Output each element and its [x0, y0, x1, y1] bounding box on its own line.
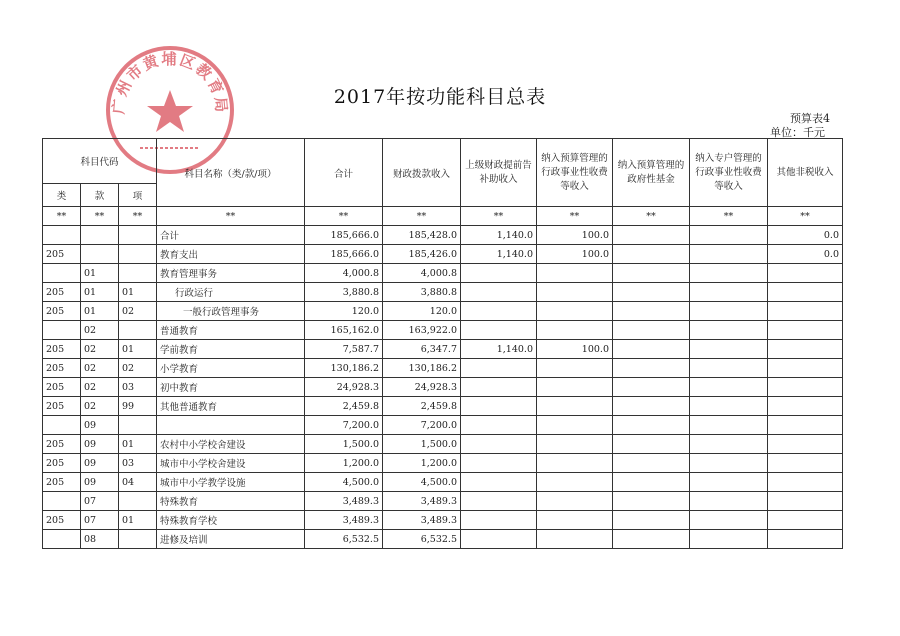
cell-budget-admin: 100.0 [537, 245, 613, 264]
cell-fiscal: 6,532.5 [383, 530, 461, 549]
cell-name: 特殊教育学校 [157, 511, 305, 530]
unit-label: 单位：千元 [770, 126, 825, 139]
cell-superior [461, 454, 537, 473]
cell-special-admin [690, 378, 768, 397]
header-special-admin: 纳入专户管理的行政事业性收费等收入 [690, 139, 768, 207]
cell-kuan [81, 245, 119, 264]
cell-special-admin [690, 511, 768, 530]
cell-special-admin [690, 359, 768, 378]
cell-total: 6,532.5 [305, 530, 383, 549]
cell-superior [461, 530, 537, 549]
cell-other [768, 473, 843, 492]
cell-fiscal: 6,347.7 [383, 340, 461, 359]
table-row [43, 416, 843, 435]
cell-xiang: 99 [119, 397, 157, 416]
marker-cell: ** [613, 207, 690, 226]
cell-budget-admin [537, 321, 613, 340]
cell-fiscal: 7,200.0 [383, 416, 461, 435]
cell-total: 4,000.8 [305, 264, 383, 283]
table-row [43, 359, 843, 378]
cell-lei [43, 264, 81, 283]
cell-kuan: 02 [81, 397, 119, 416]
cell-superior [461, 492, 537, 511]
cell-kuan: 09 [81, 435, 119, 454]
cell-special-admin [690, 340, 768, 359]
cell-name: 教育管理事务 [157, 264, 305, 283]
cell-name: 特殊教育 [157, 492, 305, 511]
cell-special-admin [690, 473, 768, 492]
cell-special-admin [690, 397, 768, 416]
cell-kuan [81, 226, 119, 245]
table-row [43, 454, 843, 473]
cell-lei: 205 [43, 473, 81, 492]
cell-name: 农村中小学校舍建设 [157, 435, 305, 454]
cell-total: 7,200.0 [305, 416, 383, 435]
cell-kuan: 08 [81, 530, 119, 549]
cell-xiang: 02 [119, 359, 157, 378]
cell-fiscal: 24,928.3 [383, 378, 461, 397]
cell-total: 7,587.7 [305, 340, 383, 359]
cell-xiang: 01 [119, 435, 157, 454]
marker-cell: ** [461, 207, 537, 226]
cell-total: 1,200.0 [305, 454, 383, 473]
cell-gov-fund [613, 473, 690, 492]
cell-superior [461, 378, 537, 397]
header-code-lei: 类 [43, 184, 81, 207]
cell-fiscal: 163,922.0 [383, 321, 461, 340]
cell-budget-admin: 100.0 [537, 226, 613, 245]
table-row [43, 321, 843, 340]
table-row [43, 492, 843, 511]
cell-superior [461, 359, 537, 378]
cell-other [768, 321, 843, 340]
cell-kuan: 09 [81, 454, 119, 473]
cell-other [768, 492, 843, 511]
cell-gov-fund [613, 454, 690, 473]
cell-lei: 205 [43, 454, 81, 473]
marker-cell: ** [690, 207, 768, 226]
cell-gov-fund [613, 435, 690, 454]
cell-xiang: 01 [119, 283, 157, 302]
header-row-top [43, 139, 843, 184]
cell-kuan: 02 [81, 321, 119, 340]
cell-gov-fund [613, 359, 690, 378]
cell-fiscal: 185,428.0 [383, 226, 461, 245]
cell-other [768, 397, 843, 416]
cell-xiang [119, 492, 157, 511]
cell-superior [461, 416, 537, 435]
cell-special-admin [690, 530, 768, 549]
cell-name: 普通教育 [157, 321, 305, 340]
cell-superior [461, 264, 537, 283]
cell-name: 初中教育 [157, 378, 305, 397]
cell-superior: 1,140.0 [461, 245, 537, 264]
cell-lei: 205 [43, 302, 81, 321]
cell-xiang [119, 264, 157, 283]
cell-lei [43, 492, 81, 511]
marker-cell: ** [119, 207, 157, 226]
cell-fiscal: 4,000.8 [383, 264, 461, 283]
cell-kuan: 01 [81, 302, 119, 321]
cell-kuan: 07 [81, 511, 119, 530]
cell-superior [461, 283, 537, 302]
cell-superior [461, 302, 537, 321]
cell-lei: 205 [43, 378, 81, 397]
cell-special-admin [690, 435, 768, 454]
table-row [43, 226, 843, 245]
cell-kuan: 02 [81, 359, 119, 378]
cell-lei: 205 [43, 435, 81, 454]
marker-cell: ** [81, 207, 119, 226]
cell-other: 0.0 [768, 245, 843, 264]
cell-name: 其他普通教育 [157, 397, 305, 416]
cell-superior [461, 397, 537, 416]
cell-total: 3,880.8 [305, 283, 383, 302]
marker-cell: ** [383, 207, 461, 226]
header-code-kuan: 款 [81, 184, 119, 207]
cell-total: 185,666.0 [305, 226, 383, 245]
cell-other [768, 283, 843, 302]
page-title: 2017年按功能科目总表 [333, 86, 547, 108]
cell-gov-fund [613, 511, 690, 530]
header-name: 科目名称（类/款/项） [157, 139, 305, 207]
cell-gov-fund [613, 416, 690, 435]
cell-special-admin [690, 454, 768, 473]
cell-gov-fund [613, 492, 690, 511]
cell-name: 进修及培训 [157, 530, 305, 549]
cell-special-admin [690, 245, 768, 264]
cell-superior [461, 473, 537, 492]
cell-total: 3,489.3 [305, 492, 383, 511]
marker-cell: ** [768, 207, 843, 226]
cell-special-admin [690, 302, 768, 321]
cell-gov-fund [613, 226, 690, 245]
table-row [43, 245, 843, 264]
cell-gov-fund [613, 378, 690, 397]
cell-name: 行政运行 [157, 283, 305, 302]
cell-kuan: 09 [81, 416, 119, 435]
cell-fiscal: 3,489.3 [383, 511, 461, 530]
cell-fiscal: 2,459.8 [383, 397, 461, 416]
cell-other [768, 340, 843, 359]
cell-special-admin [690, 492, 768, 511]
cell-total: 1,500.0 [305, 435, 383, 454]
marker-cell: ** [157, 207, 305, 226]
cell-name: 城市中小学校舍建设 [157, 454, 305, 473]
cell-name: 小学教育 [157, 359, 305, 378]
cell-budget-admin [537, 416, 613, 435]
cell-fiscal: 120.0 [383, 302, 461, 321]
cell-budget-admin [537, 473, 613, 492]
marker-row [43, 207, 843, 226]
cell-fiscal: 130,186.2 [383, 359, 461, 378]
budget-table-body [43, 139, 843, 549]
cell-budget-admin [537, 359, 613, 378]
marker-cell: ** [305, 207, 383, 226]
seal-star-icon [147, 90, 193, 132]
cell-superior [461, 435, 537, 454]
cell-lei [43, 416, 81, 435]
cell-xiang [119, 530, 157, 549]
cell-total: 120.0 [305, 302, 383, 321]
cell-name: 教育支出 [157, 245, 305, 264]
cell-name [157, 416, 305, 435]
cell-lei: 205 [43, 245, 81, 264]
cell-other [768, 435, 843, 454]
cell-lei: 205 [43, 340, 81, 359]
table-row [43, 511, 843, 530]
cell-budget-admin [537, 302, 613, 321]
cell-gov-fund [613, 245, 690, 264]
cell-name: 一般行政管理事务 [157, 302, 305, 321]
cell-lei [43, 530, 81, 549]
cell-fiscal: 3,880.8 [383, 283, 461, 302]
cell-budget-admin: 100.0 [537, 340, 613, 359]
header-budget-admin: 纳入预算管理的行政事业性收费等收入 [537, 139, 613, 207]
cell-budget-admin [537, 397, 613, 416]
cell-lei: 205 [43, 397, 81, 416]
cell-gov-fund [613, 283, 690, 302]
cell-lei: 205 [43, 511, 81, 530]
cell-kuan: 02 [81, 378, 119, 397]
cell-budget-admin [537, 454, 613, 473]
cell-budget-admin [537, 378, 613, 397]
table-row [43, 397, 843, 416]
cell-lei: 205 [43, 359, 81, 378]
form-number: 预算表4 [790, 112, 830, 125]
cell-xiang: 01 [119, 511, 157, 530]
table-row [43, 302, 843, 321]
cell-special-admin [690, 264, 768, 283]
cell-kuan: 09 [81, 473, 119, 492]
cell-xiang: 04 [119, 473, 157, 492]
budget-table [42, 138, 843, 549]
cell-special-admin [690, 416, 768, 435]
cell-gov-fund [613, 321, 690, 340]
cell-gov-fund [613, 530, 690, 549]
cell-special-admin [690, 283, 768, 302]
marker-cell: ** [537, 207, 613, 226]
cell-fiscal: 3,489.3 [383, 492, 461, 511]
cell-other [768, 378, 843, 397]
cell-kuan: 02 [81, 340, 119, 359]
cell-xiang: 01 [119, 340, 157, 359]
cell-budget-admin [537, 283, 613, 302]
table-row [43, 264, 843, 283]
cell-budget-admin [537, 530, 613, 549]
cell-total: 24,928.3 [305, 378, 383, 397]
cell-fiscal: 1,500.0 [383, 435, 461, 454]
cell-lei [43, 226, 81, 245]
cell-total: 165,162.0 [305, 321, 383, 340]
header-other: 其他非税收入 [768, 139, 843, 207]
cell-name: 城市中小学教学设施 [157, 473, 305, 492]
cell-other [768, 264, 843, 283]
cell-other [768, 454, 843, 473]
cell-xiang: 03 [119, 454, 157, 473]
cell-lei [43, 321, 81, 340]
header-code-xiang: 项 [119, 184, 157, 207]
cell-xiang [119, 245, 157, 264]
cell-special-admin [690, 226, 768, 245]
header-code-group: 科目代码 [43, 139, 157, 184]
cell-other [768, 359, 843, 378]
table-row [43, 473, 843, 492]
cell-xiang: 02 [119, 302, 157, 321]
table-row [43, 435, 843, 454]
cell-other: 0.0 [768, 226, 843, 245]
cell-superior [461, 321, 537, 340]
cell-fiscal: 185,426.0 [383, 245, 461, 264]
header-fiscal: 财政拨款收入 [383, 139, 461, 207]
cell-fiscal: 1,200.0 [383, 454, 461, 473]
cell-budget-admin [537, 492, 613, 511]
cell-name: 学前教育 [157, 340, 305, 359]
cell-kuan: 01 [81, 264, 119, 283]
table-row [43, 340, 843, 359]
cell-xiang [119, 226, 157, 245]
header-superior: 上级财政提前告补助收入 [461, 139, 537, 207]
cell-gov-fund [613, 397, 690, 416]
cell-budget-admin [537, 511, 613, 530]
cell-xiang [119, 416, 157, 435]
cell-total: 185,666.0 [305, 245, 383, 264]
cell-lei: 205 [43, 283, 81, 302]
cell-total: 130,186.2 [305, 359, 383, 378]
table-row [43, 283, 843, 302]
cell-gov-fund [613, 264, 690, 283]
cell-other [768, 416, 843, 435]
cell-total: 2,459.8 [305, 397, 383, 416]
cell-kuan: 01 [81, 283, 119, 302]
cell-fiscal: 4,500.0 [383, 473, 461, 492]
cell-xiang [119, 321, 157, 340]
cell-other [768, 511, 843, 530]
cell-xiang: 03 [119, 378, 157, 397]
seal-ring-text: 广州市黄埔区教育局 [109, 49, 231, 115]
cell-budget-admin [537, 264, 613, 283]
header-gov-fund: 纳入预算管理的政府性基金 [613, 139, 690, 207]
cell-special-admin [690, 321, 768, 340]
cell-other [768, 302, 843, 321]
cell-kuan: 07 [81, 492, 119, 511]
cell-gov-fund [613, 340, 690, 359]
table-row [43, 530, 843, 549]
cell-total: 4,500.0 [305, 473, 383, 492]
cell-gov-fund [613, 302, 690, 321]
header-total: 合计 [305, 139, 383, 207]
cell-total: 3,489.3 [305, 511, 383, 530]
cell-other [768, 530, 843, 549]
marker-cell: ** [43, 207, 81, 226]
cell-superior: 1,140.0 [461, 340, 537, 359]
table-row [43, 378, 843, 397]
cell-superior: 1,140.0 [461, 226, 537, 245]
cell-name: 合计 [157, 226, 305, 245]
cell-superior [461, 511, 537, 530]
cell-budget-admin [537, 435, 613, 454]
